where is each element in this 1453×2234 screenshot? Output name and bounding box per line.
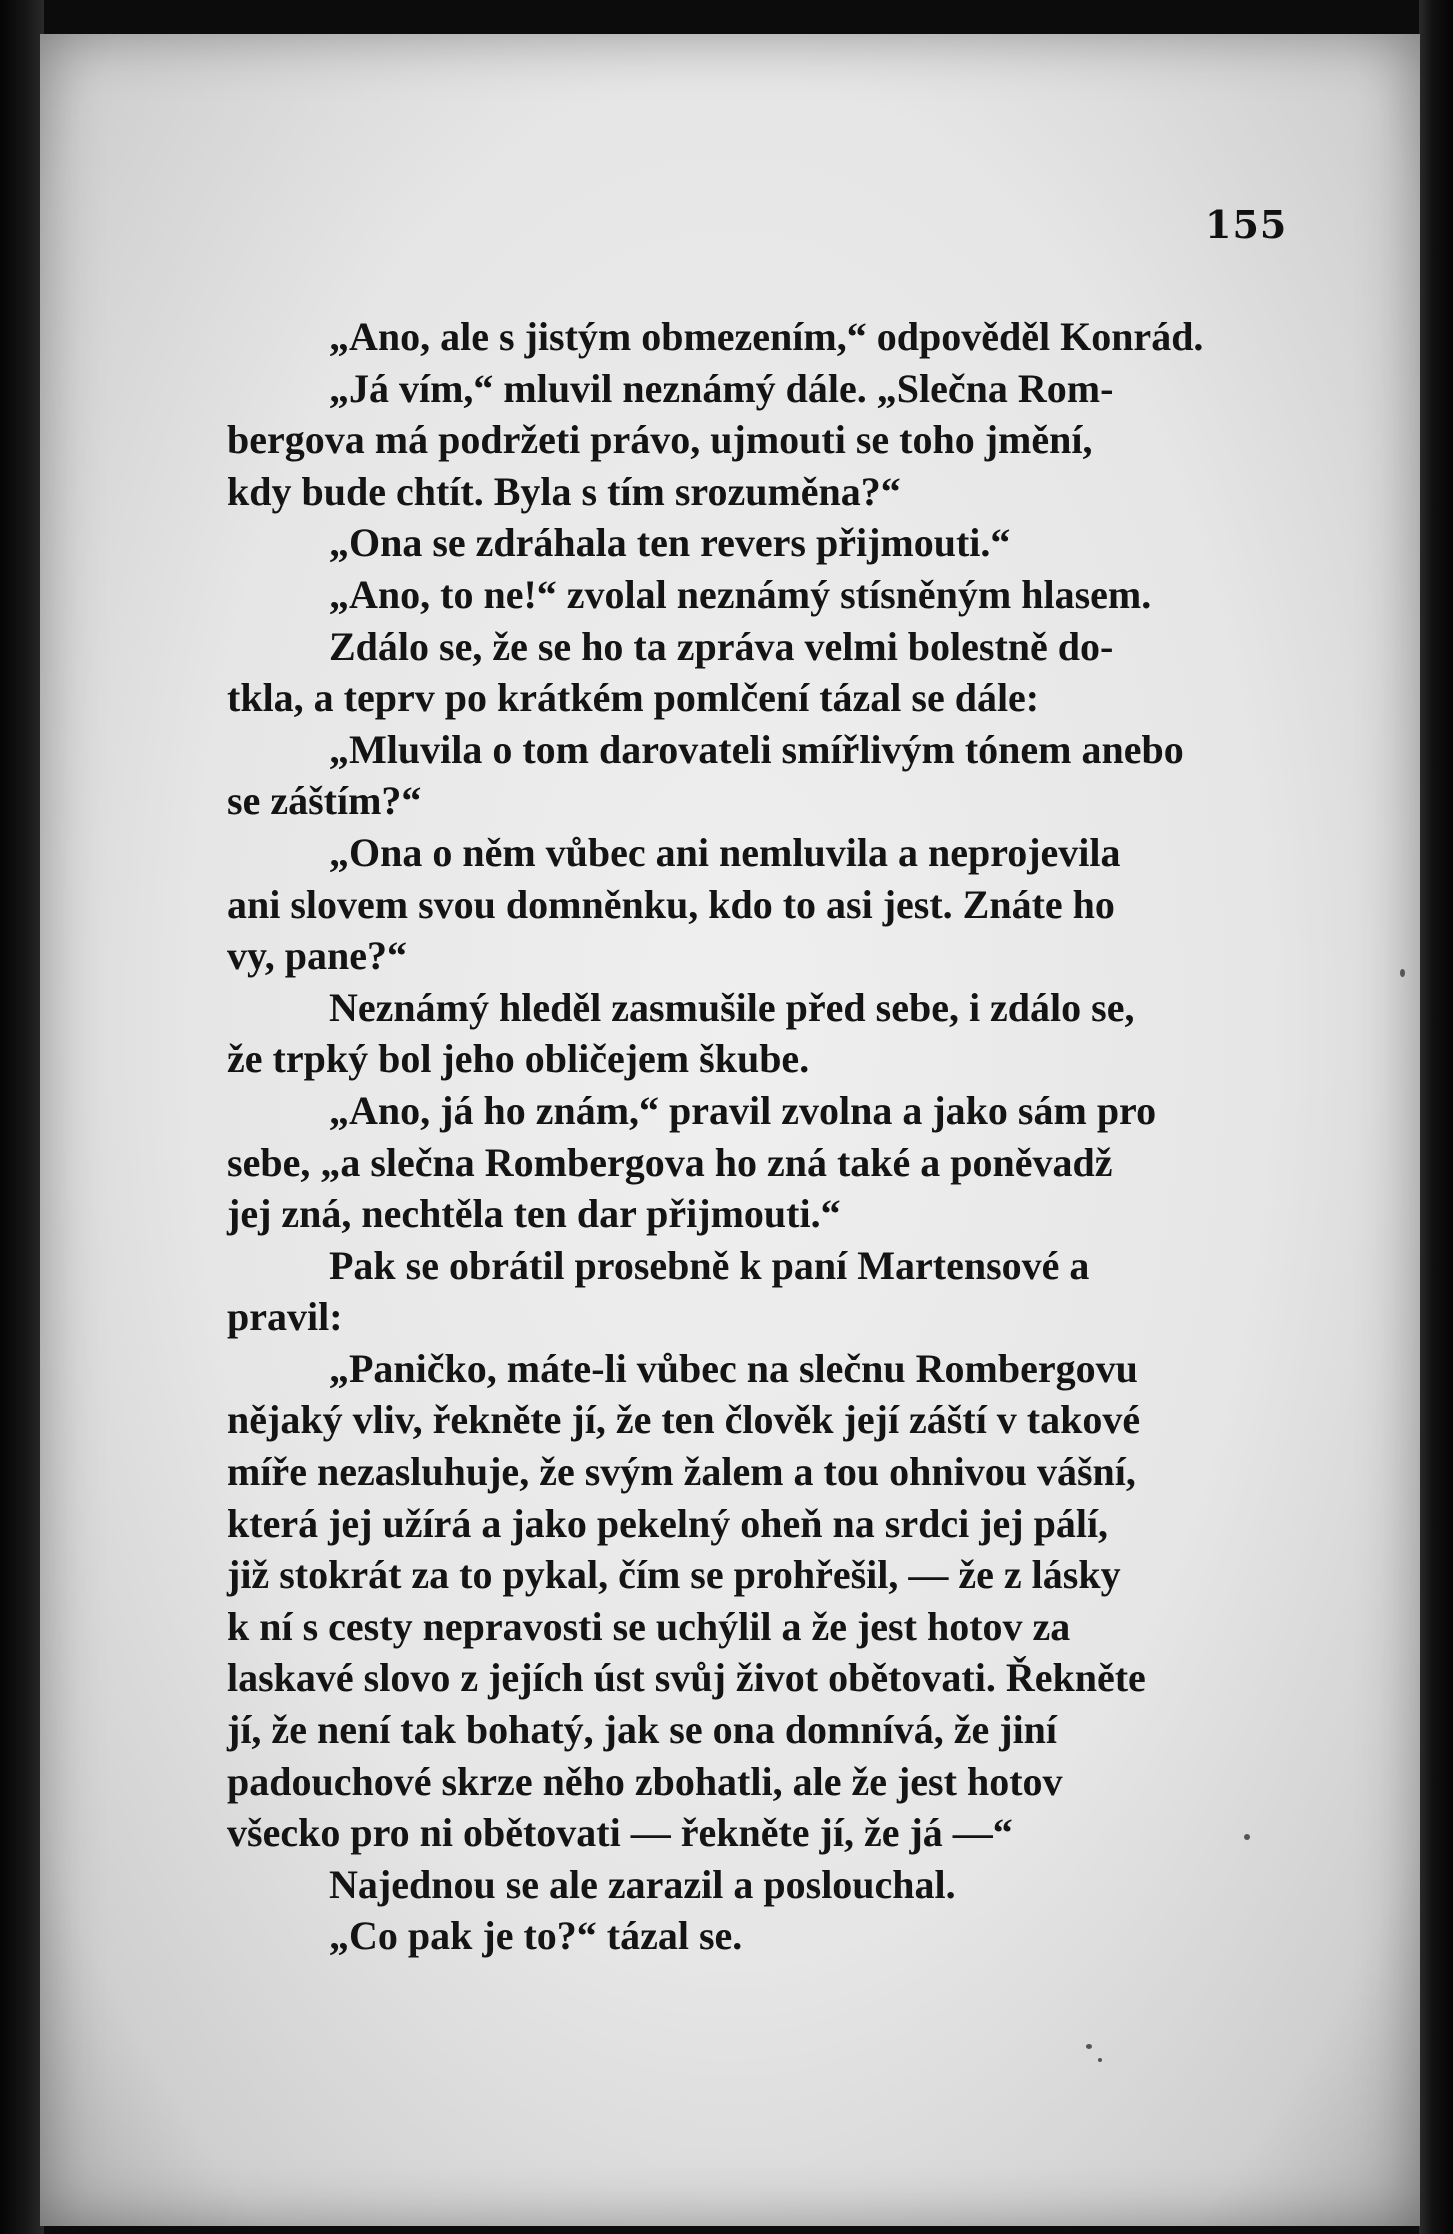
text-line: tkla, a teprv po krátkém pomlčení tázal se dále: [227, 675, 1040, 721]
text-line: se záštím?“ [227, 778, 422, 824]
text-line: Najednou se ale zarazil a poslouchal. [329, 1861, 956, 1907]
text-line: „Ano, ale s jistým obmezením,“ odpověděl Konrád. [329, 314, 1204, 359]
text-line: bergova má podržeti právo, ujmouti se toho jmění, [227, 417, 1093, 463]
text-line: všecko pro ni obětovati — řekněte jí, že já —“ [227, 1810, 1013, 1856]
text-line: Zdálo se, že se ho ta zpráva velmi bolestně do- [329, 623, 1114, 669]
text-line: „Mluvila o tom darovateli smířlivým tónem anebo [329, 726, 1184, 772]
text-line: míře nezasluhuje, že svým žalem a tou ohnivou vášní, [227, 1449, 1136, 1495]
text-line: „Ano, to ne!“ zvolal neznámý stísněným hlasem. [329, 571, 1152, 617]
text-line: že trpký bol jeho obličejem škube. [227, 1036, 810, 1082]
body-text [227, 311, 1280, 1962]
paper-speck [1400, 969, 1405, 977]
text-line: ani slovem svou domněnku, kdo to asi jest. Znáte ho [227, 881, 1115, 927]
book-page [40, 34, 1420, 2226]
text-line: pravil: [227, 1294, 343, 1340]
text-line: jí, že není tak bohatý, jak se ona domnívá, že jiní [227, 1707, 1058, 1753]
text-line: nějaký vliv, řekněte jí, že ten člověk její záští v takové [227, 1397, 1141, 1443]
text-line: k ní s cesty nepravosti se uchýlil a že jest hotov za [227, 1603, 1071, 1649]
text-line: „Ona se zdráhala ten revers přijmouti.“ [329, 520, 1011, 566]
text-line: „Paničko, máte-li vůbec na slečnu Rombergovu [329, 1345, 1138, 1391]
text-line: padouchové skrze něho zbohatli, ale že jest hotov [227, 1758, 1063, 1804]
text-line: sebe, „a slečna Rombergova ho zná také a poněvadž [227, 1139, 1113, 1185]
paper-speck [1244, 1834, 1250, 1840]
text-line: „Já vím,“ mluvil neznámý dále. „Slečna Rom- [329, 365, 1114, 411]
text-line: kdy bude chtít. Byla s tím srozuměna?“ [227, 468, 901, 514]
text-line: která jej užírá a jako pekelný oheň na srdci jej pálí, [227, 1500, 1109, 1546]
text-line: Neznámý hleděl zasmušile před sebe, i zdálo se, [329, 984, 1135, 1030]
paper-speck [1086, 2044, 1092, 2049]
text-line: „Ano, já ho znám,“ pravil zvolna a jako sám pro [329, 1087, 1157, 1133]
text-line: „Ona o něm vůbec ani nemluvila a neprojevila [329, 829, 1121, 875]
text-line: vy, pane?“ [227, 933, 408, 979]
left-scan-edge [0, 0, 44, 2234]
text-line: Pak se obrátil prosebně k paní Martensové a [329, 1242, 1090, 1288]
text-line: „Co pak je to?“ tázal se. [329, 1913, 743, 1959]
right-scan-edge [1419, 0, 1453, 2234]
page-number: 155 [1205, 202, 1288, 247]
text-line: laskavé slovo z jejích úst svůj život obětovati. Řekněte [227, 1655, 1146, 1701]
text-line: již stokrát za to pykal, čím se prohřešil, — že z lásky [227, 1552, 1121, 1598]
text-line: jej zná, nechtěla ten dar přijmouti.“ [227, 1191, 841, 1237]
paper-speck [1098, 2058, 1102, 2062]
